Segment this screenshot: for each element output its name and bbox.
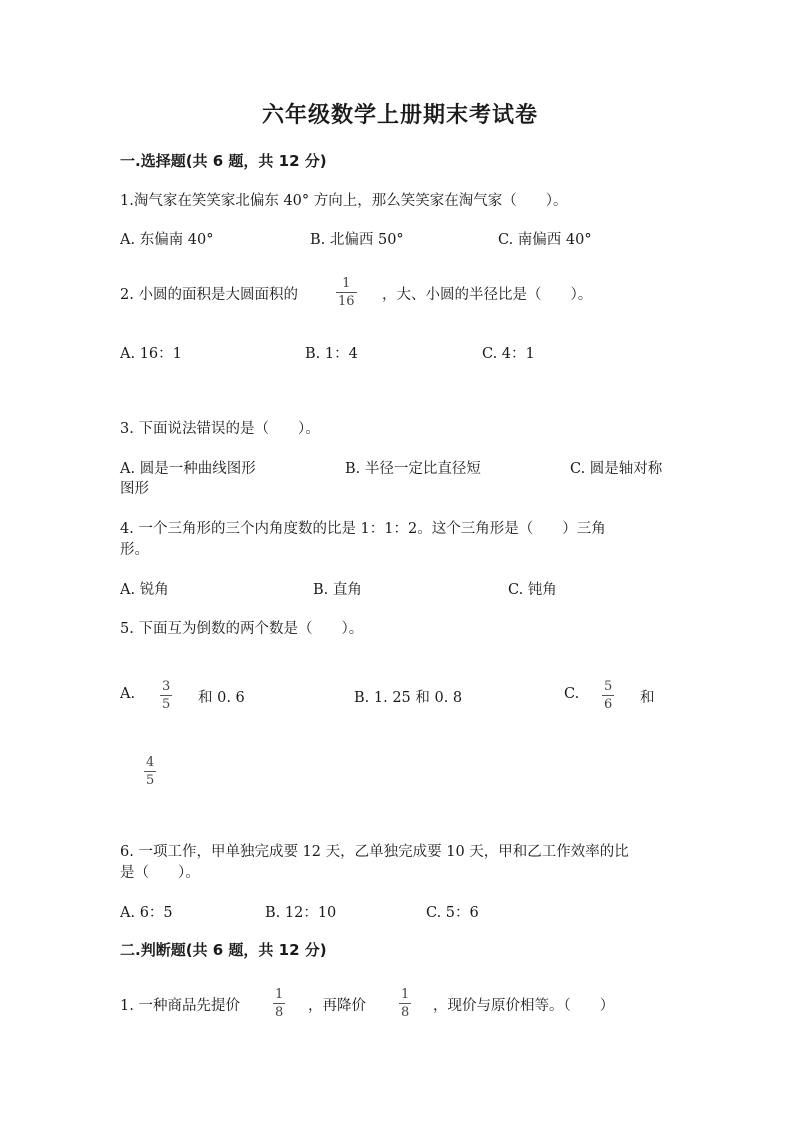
- question-6-line-2: 是（ ）。: [120, 865, 200, 881]
- tf-question-1-after: ，现价与原价相等。（ ）: [433, 998, 615, 1014]
- tf-q1-fraction-1: [273, 987, 285, 1020]
- q1-option-c[interactable]: C. 南偏西 40°: [498, 232, 592, 248]
- q3-option-c[interactable]: C. 圆是轴对称: [570, 461, 663, 477]
- q5-option-a-label[interactable]: A.: [120, 686, 136, 702]
- question-5: 5. 下面互为倒数的两个数是（ ）。: [120, 621, 364, 637]
- fraction-denominator: 5: [162, 697, 171, 712]
- fraction-numerator: 4: [146, 755, 155, 770]
- question-2-text-before: 2. 小圆的面积是大圆面积的: [120, 287, 298, 303]
- q2-fraction: [336, 276, 357, 309]
- section-heading-true-false: 二.判断题(共 6 题，共 12 分): [120, 941, 327, 959]
- fraction-denominator: 16: [338, 294, 355, 309]
- fraction-numerator: 3: [162, 679, 171, 694]
- fraction-denominator: 8: [275, 1005, 284, 1020]
- fraction-numerator: 1: [275, 987, 284, 1002]
- fraction-denominator: 8: [401, 1005, 410, 1020]
- question-1: 1.淘气家在笑笑家北偏东 40° 方向上，那么笑笑家在淘气家（ ）。: [120, 193, 568, 209]
- q3-option-a[interactable]: A. 圆是一种曲线图形: [120, 461, 256, 477]
- q5-option-a-tail: 和 0. 6: [198, 690, 245, 706]
- fraction-denominator: 5: [146, 773, 155, 788]
- question-2-text-after: ，大、小圆的半径比是（ ）。: [382, 287, 593, 303]
- fraction-numerator: 1: [342, 276, 351, 291]
- tf-question-1-middle: ，再降价: [308, 998, 366, 1014]
- fraction-numerator: 1: [401, 987, 410, 1002]
- fraction-bar: [336, 292, 357, 293]
- fraction-bar: [160, 695, 172, 696]
- q6-option-a[interactable]: A. 6：5: [120, 905, 173, 921]
- q3-option-b[interactable]: B. 半径一定比直径短: [345, 461, 481, 477]
- fraction-bar: [602, 695, 614, 696]
- q2-option-a[interactable]: A. 16：1: [120, 346, 182, 362]
- question-4-line-2: 形。: [120, 542, 149, 558]
- section-heading-choice: 一.选择题(共 6 题，共 12 分): [120, 152, 327, 170]
- fraction-denominator: 6: [604, 697, 613, 712]
- fraction-bar: [399, 1003, 411, 1004]
- q5-option-c-label[interactable]: C.: [564, 686, 580, 702]
- question-6-line-1: 6. 一项工作，甲单独完成要 12 天，乙单独完成要 10 天，甲和乙工作效率的比: [120, 844, 629, 860]
- q3-option-c-wrap: 图形: [120, 481, 149, 497]
- fraction-bar: [144, 771, 156, 772]
- tf-question-1-before: 1. 一种商品先提价: [120, 998, 240, 1014]
- q6-option-c[interactable]: C. 5：6: [426, 905, 479, 921]
- q5-option-c-fraction-2: [144, 755, 156, 788]
- q4-option-a[interactable]: A. 锐角: [120, 582, 169, 598]
- q1-option-a[interactable]: A. 东偏南 40°: [120, 232, 214, 248]
- q1-option-b[interactable]: B. 北偏西 50°: [310, 232, 404, 248]
- q5-option-c-fraction: [602, 679, 614, 712]
- q2-option-b[interactable]: B. 1：4: [305, 346, 358, 362]
- fraction-bar: [273, 1003, 285, 1004]
- q5-option-b[interactable]: B. 1. 25 和 0. 8: [354, 690, 463, 706]
- page-title: 六年级数学上册期末考试卷: [261, 103, 538, 128]
- q5-option-c-tail: 和: [640, 690, 655, 706]
- fraction-numerator: 5: [604, 679, 613, 694]
- q2-option-c[interactable]: C. 4：1: [482, 346, 535, 362]
- tf-q1-fraction-2: [399, 987, 411, 1020]
- q5-option-a-fraction: [160, 679, 172, 712]
- question-3: 3. 下面说法错误的是（ ）。: [120, 421, 320, 437]
- q6-option-b[interactable]: B. 12：10: [265, 905, 337, 921]
- q4-option-b[interactable]: B. 直角: [313, 582, 362, 598]
- question-4-line-1: 4. 一个三角形的三个内角度数的比是 1：1：2。这个三角形是（ ）三角: [120, 521, 606, 537]
- q4-option-c[interactable]: C. 钝角: [508, 582, 557, 598]
